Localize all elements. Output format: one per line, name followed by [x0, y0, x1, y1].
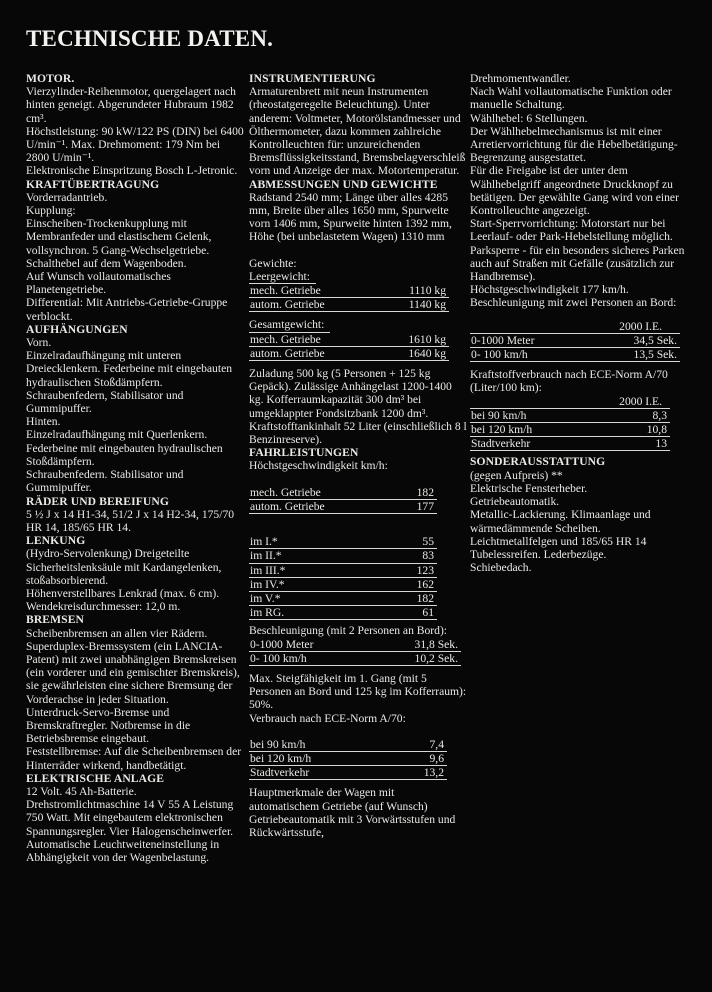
- row-value: 123: [371, 563, 437, 577]
- table-row: [470, 423, 670, 437]
- row-value: 162: [371, 577, 437, 591]
- column-header: 2000 I.E.: [619, 394, 662, 408]
- row-label: 0- 100 km/h: [249, 651, 373, 665]
- paragraph: Beschleunigung mit zwei Personen an Bord:: [470, 296, 677, 310]
- paragraph: Vorn.: [26, 336, 52, 350]
- paragraph: Unterdruck-Servo-Bremse und Bremskraftregler. Notbremse in die Betriebsbremse eingebaut.: [26, 705, 191, 746]
- row-label: autom. Getriebe: [249, 346, 380, 360]
- section-heading: ELEKTRISCHE ANLAGE: [26, 771, 165, 785]
- paragraph: Zuladung 500 kg (5 Personen + 125 kg Gepäck). Zulässige Anhängelast 1200-1400 kg. Kofferraumkapazität 300 dm³ bei umgeklappter Fondsitzbank 1200 dm³. Kraftstofftankinhalt 52 Liter (einschließlich 8 l Benzinreserve).: [249, 367, 467, 447]
- row-value: 1610 kg: [380, 333, 449, 347]
- column-header: 2000 I.E.: [619, 319, 662, 333]
- paragraph: Kraftstoffverbrauch nach ECE-Norm A/70 (Liter/100 km):: [470, 368, 668, 395]
- row-value: 13,5 Sek.: [593, 348, 680, 362]
- table-row: [470, 408, 670, 422]
- paragraph: Leichtmetallfelgen und 185/65 HR 14 Tubelessreifen. Lederbezüge.: [470, 534, 647, 561]
- table-row: [249, 346, 449, 360]
- top-speed-table: [249, 486, 437, 514]
- row-label: mech. Getriebe: [249, 486, 397, 500]
- options-list: [470, 469, 685, 575]
- paragraph: Wählhebel: 6 Stellungen.: [470, 111, 588, 125]
- paragraph: Superduplex-Bremssystem (ein LANCIA-Patent) mit zwei unabhängigen Bremskreisen (ein vorderer und ein gemischter Bremskreis), sie gewährleisten eine sichere Bremsung der Vorderachse in jeder Situation.: [26, 639, 240, 706]
- paragraph: Der Wählhebelmechanismus ist mit einer Arretiervorrichtung für die Hebelbetätigung-Begrenzung ausgestattet.: [470, 124, 678, 165]
- paragraph: Schraubenfedern, Stabilisator und Gummipuffer.: [26, 388, 184, 416]
- table-row: [249, 486, 437, 500]
- row-value: 9,6: [393, 751, 447, 765]
- row-label: im V.*: [249, 591, 371, 605]
- table-row: [249, 651, 461, 665]
- paragraph: Radstand 2540 mm; Länge über alles 4285 mm, Breite über alles 1650 mm, Spurweite vorn 1406 mm, Spurweite hinten 1392 mm, Höhe (bei unbelastetem Wagen) 1310 mm: [249, 190, 452, 244]
- table-row: [249, 606, 437, 620]
- row-label: im RG.: [249, 606, 371, 620]
- weights-empty-table: [249, 284, 449, 312]
- table-row: [249, 766, 447, 780]
- paragraph: Höchstgeschwindigkeit km/h:: [249, 459, 388, 473]
- paragraph: Max. Steigfähigkeit im 1. Gang (mit 5 Personen an Bord und 125 kg im Kofferraum): 50%.: [249, 671, 467, 712]
- row-label: bei 90 km/h: [249, 738, 393, 752]
- row-label: 0-1000 Meter: [470, 333, 593, 347]
- row-value: 1110 kg: [380, 284, 449, 298]
- row-label: Stadtverkehr: [470, 437, 616, 451]
- row-label: 0- 100 km/h: [470, 348, 593, 362]
- paragraph: Drehmomentwandler.: [470, 72, 571, 85]
- row-label: im I.*: [249, 535, 371, 549]
- table-row: [249, 563, 437, 577]
- section-heading: INSTRUMENTIERUNG: [249, 72, 376, 85]
- paragraph: Parksperre - für ein besonders sicheres Parken auch auf Straßen mit Gefälle (zusätzlich zur Handbremse).: [470, 243, 685, 284]
- paragraph: (Hydro-Servolenkung) Dreigeteilte Sicherheitslenksäule mit Kardangelenken, stoßabsorbierend.: [26, 547, 222, 587]
- paragraph: 5 ½ J x 14 H1-34, 51/2 J x 14 H2-34, 175/70 HR 14, 185/65 HR 14.: [26, 507, 235, 534]
- paragraph: 12 Volt. 45 Ah-Batterie.: [26, 784, 137, 798]
- paragraph: Höchstleistung: 90 kW/122 PS (DIN) bei 6400 U/min⁻¹. Max. Drehmoment: 179 Nm bei 2800 U/min⁻¹.: [26, 124, 244, 165]
- paragraph: Elektronische Einspritzung Bosch L-Jetronic.: [26, 164, 238, 178]
- paragraph: Beschleunigung (mit 2 Personen an Bord):: [249, 624, 448, 638]
- table-row: [249, 638, 461, 652]
- section-heading: LENKUNG: [26, 534, 86, 548]
- acceleration-table-auto: [470, 333, 680, 362]
- gear-speed-table: [249, 535, 437, 620]
- paragraph: Elektrische Fensterheber.: [470, 481, 588, 495]
- row-label: im IV.*: [249, 577, 371, 591]
- table-label: Gesamtgewicht:: [249, 318, 330, 332]
- consumption-table-auto: [470, 408, 670, 452]
- paragraph: Einzelradaufhängung mit unteren Dreiecklenkern. Federbeine mit eingebauten hydraulischen Stoßdämpfern.: [26, 349, 233, 389]
- paragraph: Vorderradantrieb.: [26, 190, 108, 204]
- table-row: [249, 738, 447, 752]
- section-heading: SONDERAUSSTATTUNG: [470, 455, 606, 469]
- row-value: 8,3: [616, 408, 670, 422]
- row-value: 13: [616, 437, 670, 451]
- table-row: [249, 298, 449, 312]
- paragraph: Verbrauch nach ECE-Norm A/70:: [249, 711, 406, 725]
- row-value: 31,8 Sek.: [373, 638, 461, 652]
- table-row: [249, 499, 437, 513]
- table-row: [249, 577, 437, 591]
- paragraph: Armaturenbrett mit neun Instrumenten (rheostatgeregelte Beleuchtung). Unter anderem: Voltmeter, Motorölstandmesser und Ölthermometer, dazu kommen zahlreiche Kontrolleuchten für: unzureichenden Bremsflüssigkeitsstand, Bremsbelagverschleiß vorn und Anzeige der max. Motortemperatur.: [249, 85, 466, 178]
- paragraph: Schalthebel auf dem Wagenboden.: [26, 256, 187, 270]
- row-value: 61: [371, 606, 437, 620]
- row-value: 177: [397, 499, 437, 513]
- automatic-gearbox-text: [470, 72, 685, 310]
- column-2: [249, 72, 467, 839]
- paragraph: Nach Wahl vollautomatische Funktion oder manuelle Schaltung.: [470, 85, 672, 112]
- section-heading: AUFHÄNGUNGEN: [26, 322, 128, 336]
- page-title: TECHNISCHE DATEN.: [26, 26, 274, 51]
- acceleration-table: [249, 638, 461, 666]
- section-heading: ABMESSUNGEN UND GEWICHTE: [249, 177, 438, 191]
- row-value: 7,4: [393, 738, 447, 752]
- table-label: Leergewicht:: [249, 270, 316, 284]
- paragraph: Metallic-Lackierung. Klimaanlage und wärmedämmende Scheiben.: [470, 508, 651, 535]
- paragraph: Hinten.: [26, 415, 61, 429]
- paragraph: Kupplung:: [26, 204, 76, 218]
- row-value: 182: [371, 591, 437, 605]
- row-value: 1140 kg: [380, 298, 449, 312]
- weights-total-table: [249, 333, 449, 361]
- consumption-table: [249, 738, 447, 781]
- paragraph: Höhenverstellbares Lenkrad (max. 6 cm). Wendekreisdurchmesser: 12,0 m.: [26, 586, 220, 614]
- paragraph: Höchstgeschwindigkeit 177 km/h.: [470, 283, 629, 297]
- table-row: [249, 591, 437, 605]
- table-row: [249, 333, 449, 347]
- table-row: [470, 348, 680, 362]
- paragraph: Vierzylinder-Reihenmotor, quergelagert nach hinten geneigt. Abgerundeter Hubraum 1982 cm³.: [26, 85, 236, 125]
- table-row: [249, 284, 449, 298]
- table-row: [249, 549, 437, 563]
- table-row: [470, 333, 680, 347]
- row-value: 182: [397, 486, 437, 500]
- section-heading: BREMSEN: [26, 613, 85, 627]
- paragraph: Hauptmerkmale der Wagen mit automatischem Getriebe (auf Wunsch) Getriebeautomatik mit 3 Vorwärtsstufen und Rückwärtsstufe,: [249, 786, 456, 839]
- section-heading: MOTOR.: [26, 72, 75, 85]
- row-value: 10,2 Sek.: [373, 651, 461, 665]
- row-value: 55: [371, 535, 437, 549]
- row-label: autom. Getriebe: [249, 499, 397, 513]
- column-3: [470, 72, 685, 574]
- row-label: im II.*: [249, 549, 371, 563]
- row-label: mech. Getriebe: [249, 284, 380, 298]
- row-label: 0-1000 Meter: [249, 638, 373, 652]
- row-value: 13,2: [393, 766, 447, 780]
- table-row: [249, 535, 437, 549]
- paragraph: Schiebedach.: [470, 561, 532, 575]
- row-label: bei 120 km/h: [249, 751, 393, 765]
- paragraph: Drehstromlichtmaschine 14 V 55 A Leistung 750 Watt. Mit eingebautem elektronischen Spannungsregler. Vier Halogenscheinwerfer. Automatische Leuchtweiteneinstellung in Abhängigkeit von der Wagenbelastung.: [26, 798, 234, 864]
- row-label: autom. Getriebe: [249, 298, 380, 312]
- row-label: bei 120 km/h: [470, 423, 616, 437]
- section-heading: RÄDER UND BEREIFUNG: [26, 494, 169, 508]
- table-row: [249, 751, 447, 765]
- row-value: 1640 kg: [380, 346, 449, 360]
- section-heading: FAHRLEISTUNGEN: [249, 446, 359, 460]
- row-value: 10,8: [616, 423, 670, 437]
- paragraph: Differential: Mit Antriebs-Getriebe-Gruppe verblockt.: [26, 296, 228, 323]
- paragraph: Gewichte:: [249, 256, 297, 270]
- paragraph: Einscheiben-Trockenkupplung mit Membranfeder und elastischem Gelenk, vollsynchron. 5 Gang-Wechselgetriebe.: [26, 217, 212, 257]
- row-label: im III.*: [249, 563, 371, 577]
- row-label: Stadtverkehr: [249, 766, 393, 780]
- paragraph: (gegen Aufpreis) **: [470, 468, 563, 482]
- row-label: mech. Getriebe: [249, 333, 380, 347]
- column-1: [26, 72, 244, 864]
- paragraph: Für die Freigabe ist der unter dem Wählhebelgriff angeordnete Druckknopf zu betätigen. Der gewählte Gang wird von einer Kontrolleuchte angezeigt.: [470, 164, 679, 218]
- table-row: [470, 437, 670, 451]
- paragraph: Start-Sperrvorrichtung: Motorstart nur bei Leerlauf- oder Park-Hebelstellung möglich.: [470, 217, 673, 244]
- paragraph: Schraubenfedern. Stabilisator und Gummipuffer.: [26, 468, 184, 495]
- row-value: 34,5 Sek.: [593, 333, 680, 347]
- section-heading: KRAFTÜBERTRAGUNG: [26, 177, 160, 191]
- paragraph: Feststellbremse: Auf die Scheibenbremsen der Hinterräder wirkend, handbetätigt.: [26, 745, 242, 772]
- paragraph: Getriebeautomatik.: [470, 495, 560, 509]
- row-value: 83: [371, 549, 437, 563]
- row-label: bei 90 km/h: [470, 408, 616, 422]
- paragraph: Scheibenbremsen an allen vier Rädern.: [26, 626, 208, 640]
- paragraph: Einzelradaufhängung mit Querlenkern. Federbeine mit eingebauten hydraulischen Stoßdämpfern.: [26, 428, 223, 468]
- paragraph: Auf Wunsch vollautomatisches Planetengetriebe.: [26, 270, 171, 297]
